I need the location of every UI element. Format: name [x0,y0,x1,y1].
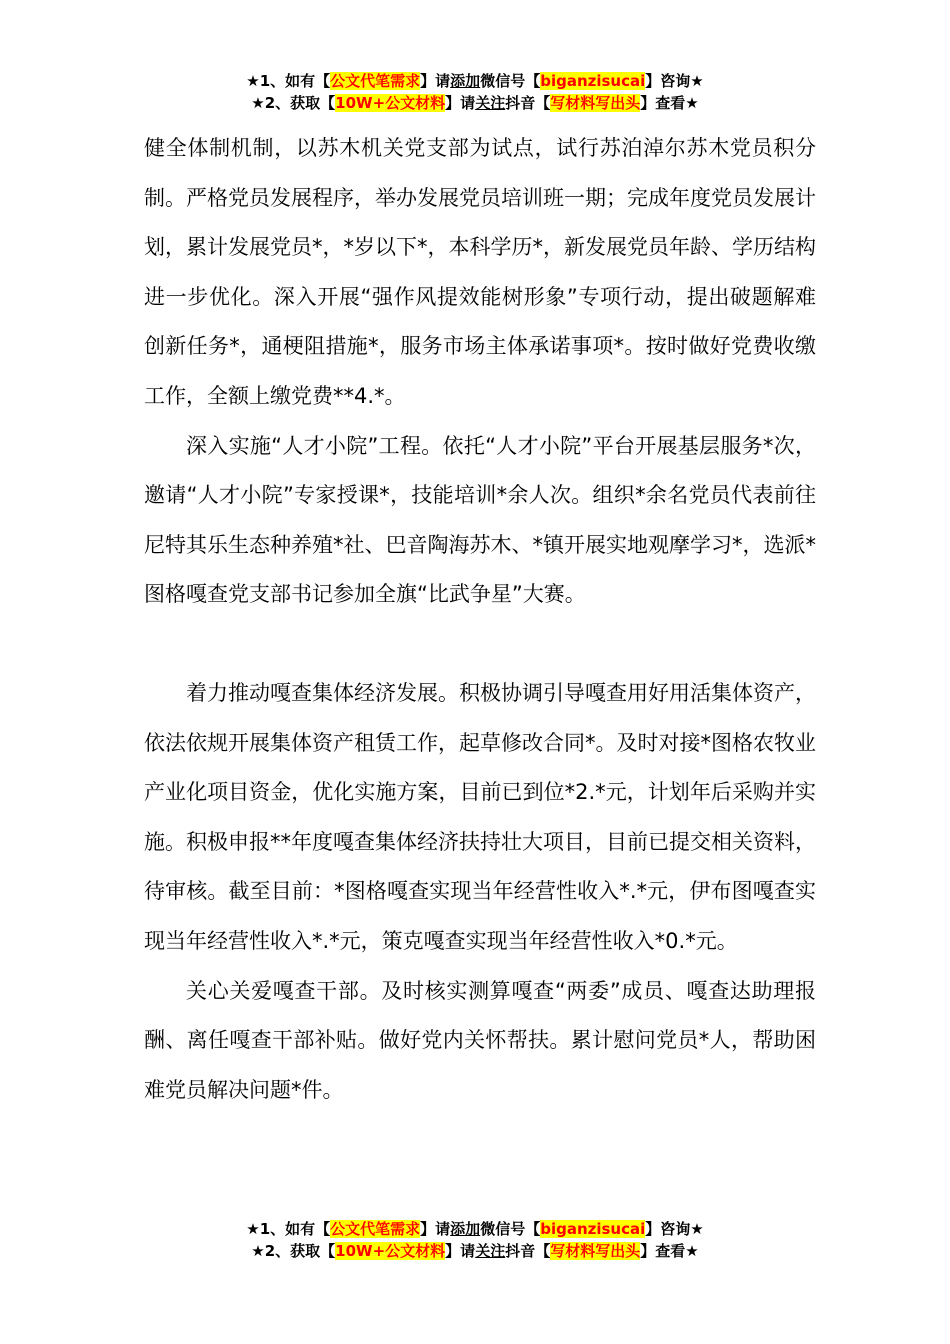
promo-banner-top [0,70,950,114]
promo-line-1: ★1、如有【公文代笔需求】请添加微信号【biganzisucai】咨询★ [246,1220,704,1238]
promo-line-2: ★2、获取【10W+公文材料】请关注抖音【写材料写出头】查看★ [251,1242,699,1260]
highlight-service: 公文代笔需求 [330,1220,421,1238]
paragraph-1: 健全体制机制，以苏木机关党支部为试点，试行苏泊淖尔苏木党员积分制。严格党员发展程序，举办发展党员培训班一期；完成年度党员发展计划，累计发展党员*，*岁以下*，本科学历*，新发展党员年龄、学历结构进一步优化。深入开展“强作风提效能树形象”专项行动，提出破题解难创新任务*，通梗阻措施*，服务市场主体承诺事项*。按时做好党费收缴工作，全额上缴党费**4.*。 [144,136,816,408]
highlight-service: 公文代笔需求 [330,72,421,90]
promo-banner-bottom [0,1218,950,1262]
promo-line-2: ★2、获取【10W+公文材料】请关注抖音【写材料写出头】查看★ [251,94,699,112]
highlight-materials: 10W+公文材料 [335,94,446,112]
star-icon: ★ [246,72,260,90]
star-icon: ★ [685,94,699,112]
highlight-wechat-id: biganzisucai [540,1220,646,1238]
paragraph-4: 关心关爱嘎查干部。及时核实测算嘎查“两委”成员、嘎查达助理报酬、离任嘎查干部补贴。做好党内关怀帮扶。累计慰问党员*人，帮助困难党员解决问题*件。 [144,978,816,1102]
star-icon: ★ [690,1220,704,1238]
star-icon: ★ [251,1242,265,1260]
star-icon: ★ [246,1220,260,1238]
highlight-materials: 10W+公文材料 [335,1242,446,1260]
promo-line-1: ★1、如有【公文代笔需求】请添加微信号【biganzisucai】咨询★ [246,72,704,90]
highlight-wechat-id: biganzisucai [540,72,646,90]
paragraph-2: 深入实施“人才小院”工程。依托“人才小院”平台开展基层服务*次， 邀请“人才小院”专家授课*，技能培训*余人次。组织*余名党员代表前往尼特其乐生态种养殖*社、巴音陶海苏木、*镇开展实地观摩学习*，选派*图格嘎查党支部书记参加全旗“比武争星”大赛。 [144,433,816,607]
star-icon: ★ [685,1242,699,1260]
paragraph-gap [144,620,816,669]
document-body [144,124,816,1115]
highlight-douyin: 写材料写出头 [550,94,641,112]
star-icon: ★ [690,72,704,90]
paragraph-3: 着力推动嘎查集体经济发展。积极协调引导嘎查用好用活集体资产，依法依规开展集体资产租赁工作，起草修改合同*。及时对接*图格农牧业产业化项目资金，优化实施方案，目前已到位*2.*元，计划年后采购并实施。积极申报**年度嘎查集体经济扶持壮大项目，目前已提交相关资料，待审核。截至目前：*图格嘎查实现当年经营性收入*.*元，伊布图嘎查实现当年经营性收入*.*元，策克嘎查实现当年经营性收入*0.*元。 [144,680,816,953]
star-icon: ★ [251,94,265,112]
highlight-douyin: 写材料写出头 [550,1242,641,1260]
